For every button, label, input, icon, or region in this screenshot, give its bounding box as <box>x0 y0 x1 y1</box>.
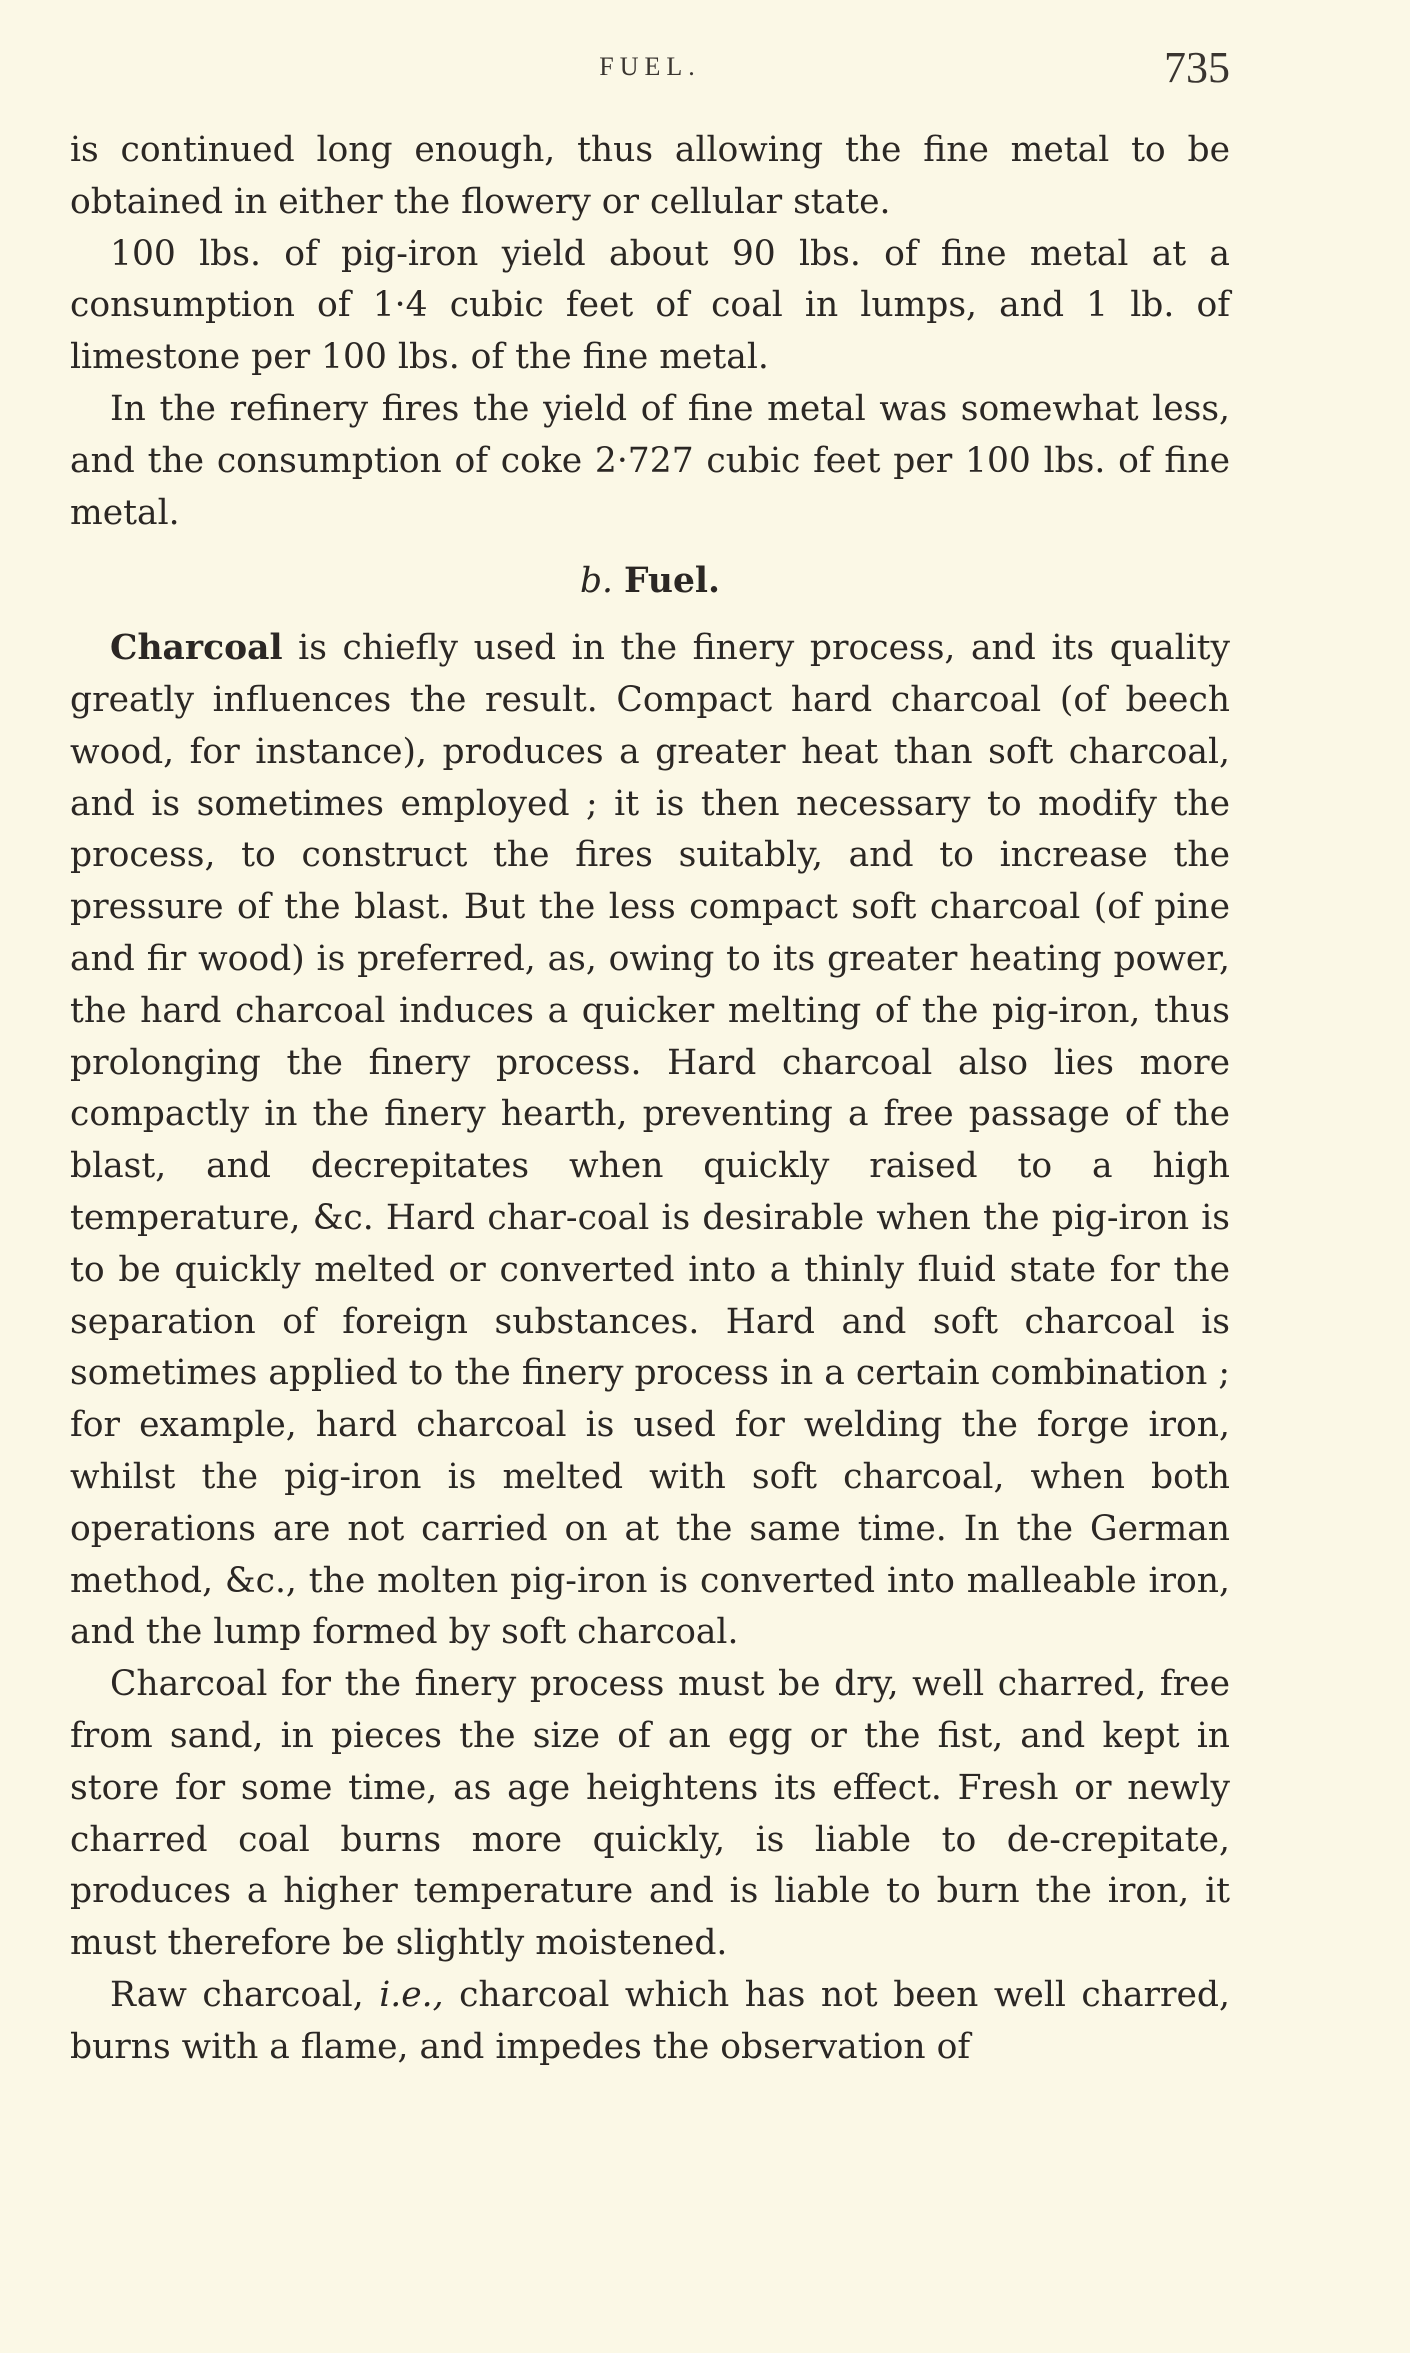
paragraph-refinery: In the refinery fires the yield of fine metal was somewhat less, and the consumption of coke 2·727 cubic feet per 100 lbs. of fine metal. <box>70 388 1230 533</box>
section-letter: b. <box>579 561 614 602</box>
paragraph-continued: is continued long enough, thus allowing the fine metal to be obtained in either the flowery or cellular state. <box>70 130 1230 222</box>
paragraph-yield: 100 lbs. of pig-iron yield about 90 lbs. of fine metal at a consumption of 1·4 cubic feet of coal in lumps, and 1 lb. of limestone per 100 lbs. of the fine metal. <box>70 233 1230 378</box>
body-text <box>70 125 1230 2073</box>
raw-text: charcoal which has not been well charred, burns with a flame, and impedes the observation of <box>70 1974 1230 2067</box>
paragraph-raw-charcoal <box>70 1970 1230 2074</box>
paragraph-finery-charcoal: Charcoal for the finery process must be dry, well charred, free from sand, in pieces the size of an egg or the fist, and kept in store for some time, as age heightens its effect. Fresh or newly charred coal burns more quickly, is liable to de-crepitate, produces a higher temperature and is liable to burn the iron, it must therefore be slightly moistened. <box>70 1664 1230 1964</box>
charcoal-text: is chiefly used in the finery process, and its quality greatly influences the result. Compact hard charcoal (of beech wood, for instance), produces a greater heat than soft charcoal, and is sometimes employed ; it is then necessary to modify the process, to construct the fires suitably, and to increase the pressure of the blast. But the less compact soft charcoal (of pine and fir wood) is preferred, as, owing to its greater heating power, the hard charcoal induces a quicker melting of the pig-iron, thus prolonging the finery process. Hard charcoal also lies more compactly in the finery hearth, preventing a free passage of the blast, and decrepitates when quickly raised to a high temperature, &c. Hard char-coal is desirable when the pig-iron is to be quickly melted or converted into a thinly fluid state for the separation of foreign substances. Hard and soft charcoal is sometimes applied to the finery process in a certain combination ; for example, hard charcoal is used for welding the forge iron, whilst the pig-iron is melted with soft charcoal, when both operations are not carried on at the same time. In the German method, &c., the molten pig-iron is converted into malleable iron, and the lump formed by soft charcoal. <box>70 628 1230 1653</box>
section-title: Fuel. <box>623 561 721 602</box>
charcoal-term: Charcoal <box>110 628 283 669</box>
page-number: 735 <box>1164 43 1230 92</box>
raw-ie: i.e., <box>379 1974 444 2015</box>
section-heading <box>70 556 1230 608</box>
paragraph-charcoal <box>70 623 1230 1659</box>
raw-lead: Raw charcoal, <box>110 1974 380 2015</box>
running-title: FUEL. <box>599 52 701 81</box>
running-head <box>70 42 1230 112</box>
